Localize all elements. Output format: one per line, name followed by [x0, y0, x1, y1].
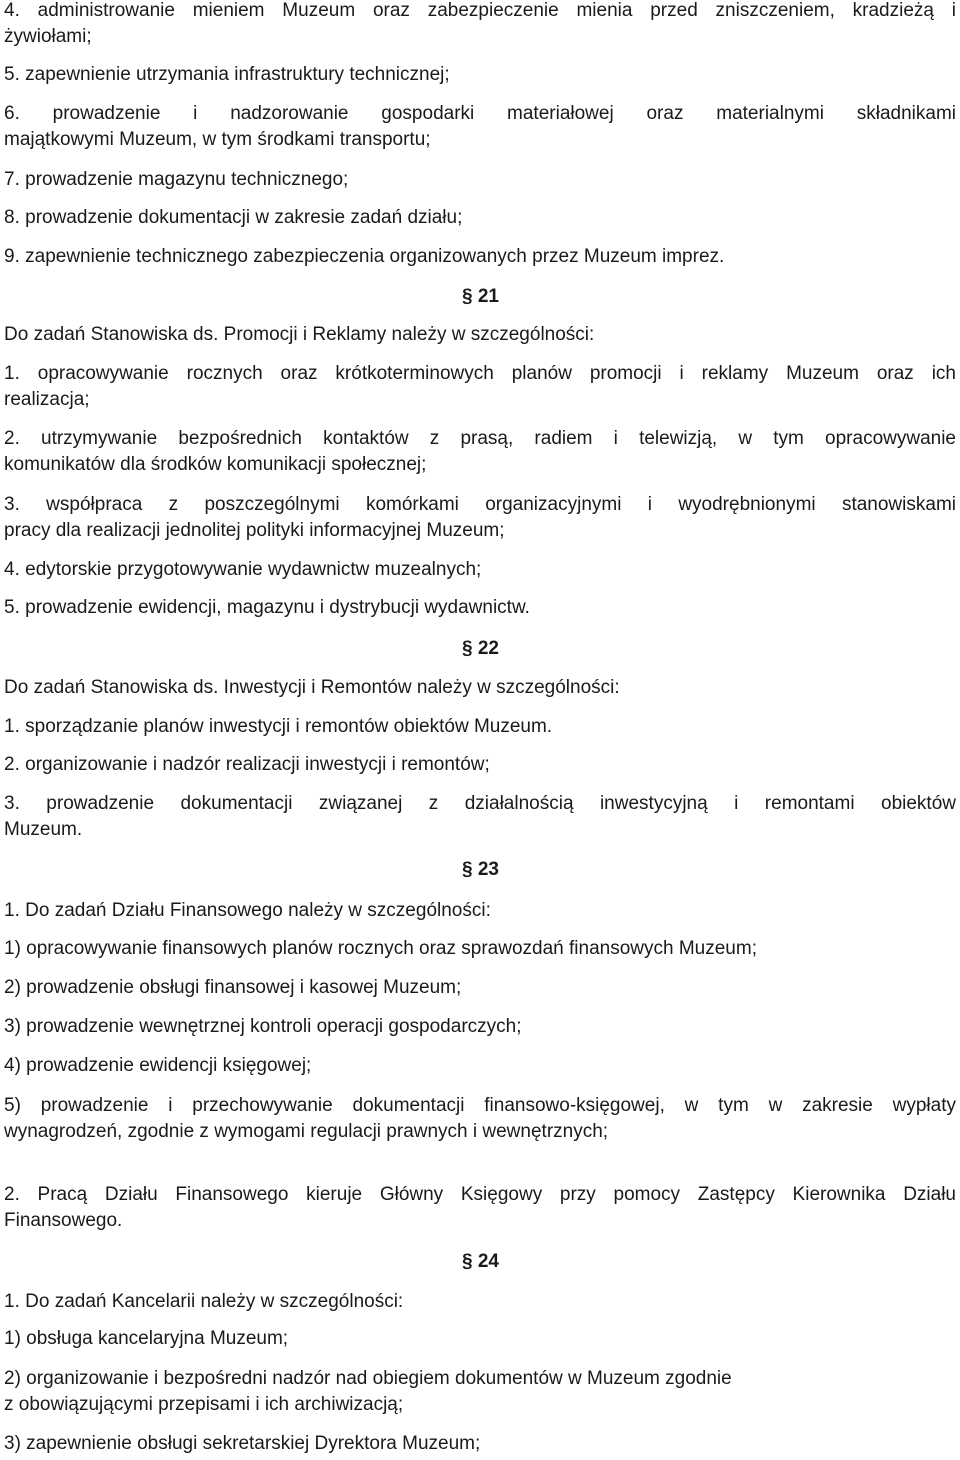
- section-24-item-2-line1: 2) organizowanie i bezpośredni nadzór nad obiegiem dokumentów w Muzeum zgodnie: [4, 1368, 732, 1389]
- list-item-6-line2: majątkowymi Muzeum, w tym środkami transportu;: [4, 129, 431, 150]
- section-21-item-5: 5. prowadzenie ewidencji, magazynu i dystrybucji wydawnictw.: [4, 597, 530, 618]
- section-24-item-1: 1) obsługa kancelaryjna Muzeum;: [4, 1328, 289, 1349]
- section-22-intro: Do zadań Stanowiska ds. Inwestycji i Remontów należy w szczególności:: [4, 677, 620, 698]
- section-22-item-2: 2. organizowanie i nadzór realizacji inwestycji i remontów;: [4, 754, 490, 775]
- section-24-heading: § 24: [462, 1251, 499, 1272]
- list-item-6-line1: 6. prowadzenie i nadzorowanie gospodarki materiałowej oraz materialnymi składnikami: [4, 103, 956, 124]
- section-21-item-2-line2: komunikatów dla środków komunikacji społecznej;: [4, 454, 427, 475]
- section-21-item-3-line2: pracy dla realizacji jednolitej polityki informacyjnej Muzeum;: [4, 520, 505, 541]
- section-23-intro: 1. Do zadań Działu Finansowego należy w szczególności:: [4, 900, 491, 921]
- section-23-item-3: 3) prowadzenie wewnętrznej kontroli operacji gospodarczych;: [4, 1016, 522, 1037]
- section-23-item-2: 2) prowadzenie obsługi finansowej i kasowej Muzeum;: [4, 977, 462, 998]
- list-item-4-line2: żywiołami;: [4, 26, 92, 47]
- section-21-intro: Do zadań Stanowiska ds. Promocji i Reklamy należy w szczególności:: [4, 324, 595, 345]
- section-21-item-2-line1: 2. utrzymywanie bezpośrednich kontaktów z prasą, radiem i telewizją, w tym opracowywanie: [4, 428, 956, 449]
- section-24-item-2-line2: z obowiązującymi przepisami i ich archiwizacją;: [4, 1394, 404, 1415]
- section-22-item-3-line2: Muzeum.: [4, 819, 83, 840]
- section-23-paragraph-2-line2: Finansowego.: [4, 1210, 123, 1231]
- section-23-item-1: 1) opracowywanie finansowych planów rocznych oraz sprawozdań finansowych Muzeum;: [4, 938, 757, 959]
- section-24-intro: 1. Do zadań Kancelarii należy w szczególności:: [4, 1291, 404, 1312]
- section-21-item-4: 4. edytorskie przygotowywanie wydawnictw muzealnych;: [4, 559, 482, 580]
- section-22-item-3-line1: 3. prowadzenie dokumentacji związanej z działalnością inwestycyjną i remontami obiektów: [4, 793, 956, 814]
- section-21-item-1-line1: 1. opracowywanie rocznych oraz krótkoterminowych planów promocji i reklamy Muzeum oraz ich: [4, 363, 956, 384]
- section-23-paragraph-2-line1: 2. Pracą Działu Finansowego kieruje Główny Księgowy przy pomocy Zastępcy Kierownika Działu: [4, 1184, 956, 1205]
- section-22-item-1: 1. sporządzanie planów inwestycji i remontów obiektów Muzeum.: [4, 716, 553, 737]
- section-23-item-4: 4) prowadzenie ewidencji księgowej;: [4, 1055, 312, 1076]
- section-21-item-1-line2: realizacja;: [4, 389, 90, 410]
- section-24-item-3: 3) zapewnienie obsługi sekretarskiej Dyrektora Muzeum;: [4, 1433, 481, 1454]
- list-item-5: 5. zapewnienie utrzymania infrastruktury technicznej;: [4, 64, 450, 85]
- section-23-item-5-line1: 5) prowadzenie i przechowywanie dokumentacji finansowo-księgowej, w tym w zakresie wypłaty: [4, 1095, 956, 1116]
- section-21-heading: § 21: [462, 286, 499, 307]
- section-23-item-5-line2: wynagrodzeń, zgodnie z wymogami regulacji prawnych i wewnętrznych;: [4, 1121, 609, 1142]
- list-item-8: 8. prowadzenie dokumentacji w zakresie zadań działu;: [4, 207, 463, 228]
- list-item-4-line1: 4. administrowanie mieniem Muzeum oraz zabezpieczenie mienia przed zniszczeniem, kradzieżą i: [4, 0, 956, 21]
- list-item-7: 7. prowadzenie magazynu technicznego;: [4, 169, 349, 190]
- section-22-heading: § 22: [462, 638, 499, 659]
- section-23-heading: § 23: [462, 859, 499, 880]
- list-item-9: 9. zapewnienie technicznego zabezpieczenia organizowanych przez Muzeum imprez.: [4, 246, 725, 267]
- section-21-item-3-line1: 3. współpraca z poszczególnymi komórkami organizacyjnymi i wyodrębnionymi stanowiskami: [4, 494, 956, 515]
